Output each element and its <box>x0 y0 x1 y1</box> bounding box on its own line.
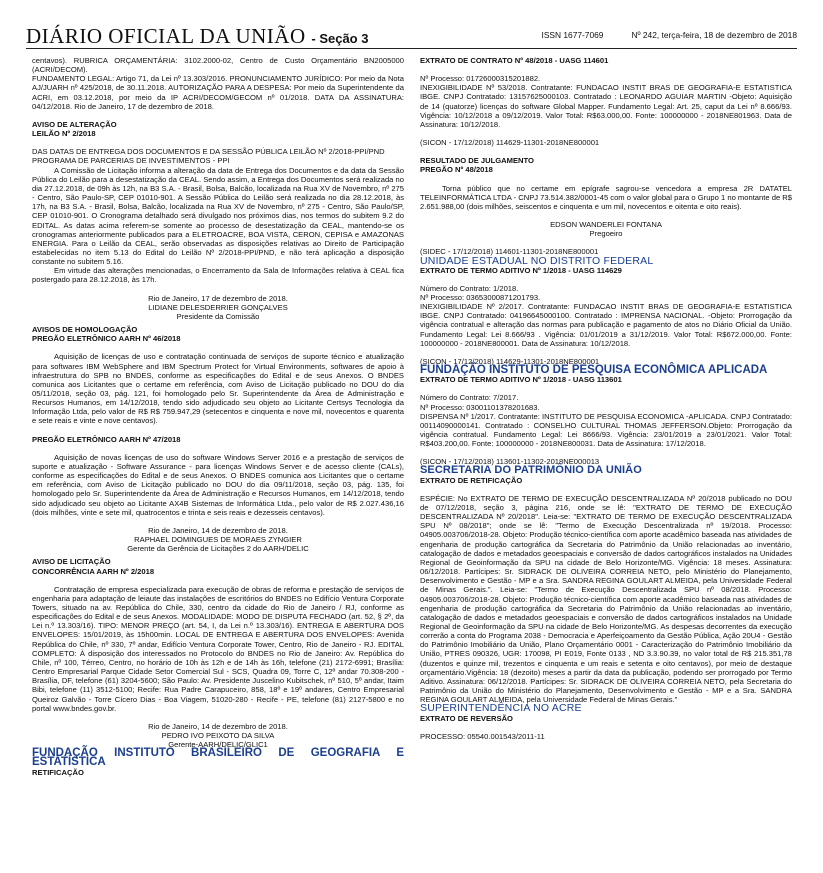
paragraph: PROCESSO: 05540.001543/2011-11 <box>420 731 545 741</box>
organization-title: SECRETARIA DO PATRIMÔNIO DA UNIÃO <box>420 464 642 477</box>
heading: AVISO DE ALTERAÇÃO <box>32 119 117 129</box>
heading: EXTRATO DE TERMO ADITIVO Nº 1/2018 - UASG 114629 <box>420 265 622 275</box>
heading: EXTRATO DE CONTRATO Nº 48/2018 - UASG 114601 <box>420 56 609 65</box>
issue-info <box>514 30 797 40</box>
paragraph: Nº Processo: 03653000871201793. <box>420 292 541 302</box>
heading: PREGÃO Nº 48/2018 <box>420 165 493 175</box>
paragraph: A Comissão de Licitação informa a alteração da data de Entrega dos Documentos e da data da Sessão Pública do Leilão para a desestatização da CEAL. Sendo assim, a Entrega dos Documentos será realizada no dia 27.12.2018, de 09h às 12h, na B3 S.A. - Brasil, Bolsa, Balcão, localizada na Rua XV de Novembro, nº 275 - Centro, São Paulo-SP, CEP 01010-901. A Sessão Pública do Leilão será realizada no dia 28.12.2018, às 17h, na B3 S.A. - Brasil, Bolsa, Balcão, localizada na Rua XV de Novembro, nº 275 - Centro, São Paulo/SP, CEP 01010-901. O Cronograma detalhado será divulgado nos próximos dias, nos termos do subitem 9.2 do EDITAL. As datas acima referem-se somente ao processo de desestatização da CEAL, mantendo-se os cronogramas anteriormente publicados para a ELETROACRE, BOA VISTA, CERON, CEPISA e AMAZONAS ENERGIA. Para o Leilão da CEAL, serão observadas as disposições relativas ao Direito de Participação estabelecidas no item 5.13 do Edital do Leilão Nº 2/2018-PPI/PND, e não terá aplicação a disposição constante no subitem 5.16. <box>32 165 404 267</box>
heading: AVISOS DE HOMOLOGAÇÃO <box>32 325 138 335</box>
heading: CONCORRÊNCIA AARH Nº 2/2018 <box>32 566 155 576</box>
heading: RESULTADO DE JULGAMENTO <box>420 156 534 166</box>
heading: EXTRATO DE RETIFICAÇÃO <box>420 475 523 485</box>
sicon-line: (SICON - 17/12/2018) 114629-11301-2018NE800001 <box>420 356 600 366</box>
signature-role: Presidente da Comissão <box>176 311 260 321</box>
paragraph: Contratação de empresa especializada para execução de obras de reforma e prestação de serviços de engenharia para adaptação de leiaute das instalações de escritórios do BNDES no Edifício Ventura Corporate Towers, situado na av. República do Chile, 330, centro da cidade do Rio de Janeiro / RJ, conforme as especificações do Edital e de seus Anexos. MODALIDADE: MODO DE DISPUTA FECHADO (art. 52, § 2º, da Lei n.º 13.303/16). TIPO: MENOR PREÇO (art. 54, I, da Lei n.º 13.303/16). ENTREGA E ABERTURA DOS ENVELOPES: 15/01/2019, às 15h00min. LOCAL DE ENTREGA E ABERTURA DOS ENVELOPES: Avenida República do Chile, nº 330, 7º andar, Edifício Ventura Corporate Tower, Centro, Rio de Janeiro - RJ. EDITAL COMPLETO: À disposição dos interessados no Protocolo do BNDES no Rio de Janeiro: Av. República do Chile, nº 100, Térreo, Centro, no horário de 10h às 12h e de 14h às 16h, telefone (21) 2172-6991; Brasília: Centro Empresarial Parque Cidade Setor Comercial Sul - SCS, Quadra 09, Torre C, 12º andar 70.308-200 - Brasília, DF, telefone (61) 3204-5600; São Paulo: Av. Presidente Juscelino Kubitschek, nº 510, 5º andar, Itaim Bibi, telefone (11) 3512-5100; Recife: Rua Padre Carapuceiro, 858, 18º e 19º andares, Centro Empresarial Queiroz Galvão - Torre Cícero Dias - Boa Viagem, 51020-280 - Recife - PE, telefone (81) 2127-5800 e no portal www.bndes.gov.br. <box>32 584 404 713</box>
heading: RETIFICAÇÃO <box>32 767 84 777</box>
page-header <box>26 18 797 52</box>
sicon-line: (SICON - 17/12/2018) 114629-11301-2018NE800001 <box>420 138 600 148</box>
signature-name: RAPHAEL DOMINGUES DE MORAES ZYNGIER <box>134 535 302 545</box>
paragraph: ESPÉCIE: No EXTRATO DE TERMO DE EXECUÇÃO DESCENTRALIZADA Nº 20/2018 publicado no DOU de 07/12/2018, seção 3, página 216, onde se lê: "EXTRATO DE TERMO DE EXECUÇÃO DESCENTRALIZADA Nº 20/2018". Leia-se: "EXTRATO DE TERMO DE EXECUÇÃO DESCENTRALIZADA SPU Nº 08/2018"; onde se lê: "Termo de Execução Descentralizada nº 19/2018. Processo: 04905.003706/2018-28. Objeto: Produção técnico-científica com aporte acadêmico baseada nas atividades de engenharia de produção cartográfica da Secretaria do Patrimônio da União relacionadas ao inventário, catalogação de dados e metadados geoespaciais e conversão de dados cartográficos instalados na Unidades Regional de Geoinformação da SPU na cidade de Belo Horizonte/MG. Vigência: 18 meses. Assinatura: 06/12/2018. Partícipes: Sr. SIDRACK DE OLIVEIRA CORREIA NETO, pelo Ministério do Planejamento, Desenvolvimento e Gestão - MP e a Sra. SANDRA REGINA GOULART ALMEIDA, pela Universidade Federal de Minas Gerais.". Leia-se: "Termo de Execução Descentralizada SPU nº 08/2018. Processo: 04905.003706/2018-28. Objeto: Produção técnico-científica com aporte acadêmico baseada nas atividades de engenharia de produção cartográfica da Secretaria do Patrimônio da União relacionadas ao inventário, catalogação de dados e metadados geoespaciais e conversão de dados cartográficos instalados na Unidade Regional de Geoinformação da SPU na cidade de Belo Horizonte/MG. As despesas decorrentes da execução correrão a conta do Programa 2038 - Democracia e Aperfeiçoamento da Gestão Pública, Ação 20U4 - Gestão do Patrimônio Imobiliário da União, Plano Orçamentário 0001 - Caracterização do Patrimônio Imobiliário da União, PTRES 090326, UGR: 170098, PI E019, Fonte 0133 , ND 3.3.90.39, no valor total de R$ 215.351,78 (duzentos e quinze mil, trezentos e cinquenta e um reais e setenta e oito centavos), por meio de destaque orçamentário.Vigência: 18 (dezoito) meses a partir da data da publicação, podendo ser prorrogado por Termo Aditivo. Assinatura: 06/12/2018. Partícipes: Sr. SIDRACK DE OLIVEIRA CORREIA NETO, pela Secretaria do Patrimônio da União do Ministério do Planejamento, Desenvolvimento e Gestão - MP e a Sra. SANDRA REGINA GOULART ALMEIDA, pela Universidade Federal de Minas Gerais." <box>420 493 792 705</box>
heading: LEILÃO Nº 2/2018 <box>32 129 96 139</box>
header-rule <box>26 48 797 49</box>
organization-title: UNIDADE ESTADUAL NO DISTRITO FEDERAL <box>420 254 654 267</box>
heading: EXTRATO DE REVERSÃO <box>420 713 513 723</box>
paragraph: Aquisição de licenças de uso e contratação continuada de serviços de suporte técnico e atualização para softwares IBM WebSphere and IBM Spectrum Protect for Virtual Environments, softwares de apoio à infraestrutura do SPB no BNDES, conforme as especificações do Edital e de seus Anexos. O BNDES comunica aos Licitantes que o certame em referência, com Aviso de Licitação publicado no DOU do dia 05/11/2018, seção 03, pág. 121, foi homologado pelo Sr. Superintendente da Área de Administração e Recursos Humanos, em 14/12/2018, tendo sido adjudicado seu objeto ao Licitante Certsys Tecnologia da Informação Ltda, pelo valor de R$ R$ 759.947,29 (setecentos e cinquenta e nove mil, novecentos e quarenta e sete reais e vinte e nove centavos). <box>32 352 404 426</box>
organization-title: FUNDAÇÃO INSTITUTO BRASILEIRO DE GEOGRAFIA E ESTATÍSTICA <box>32 747 404 769</box>
organization-title: SUPERINTENDÊNCIA NO ACRE <box>420 702 582 715</box>
sidec-line: (SIDEC - 17/12/2018) 114601-11301-2018NE800001 <box>420 247 599 257</box>
left-column <box>32 56 404 777</box>
signature-role: Gerente da Gerência de Licitações 2 do AARH/DELIC <box>127 544 309 554</box>
paragraph: centavos). RUBRICA ORÇAMENTÁRIA: 3102.2000-02, Centro de Custo Orçamentário BN2005000 (ACRI/DECOM). <box>32 56 404 75</box>
heading: PREGÃO ELETRÔNICO AARH Nº 47/2018 <box>32 434 181 444</box>
heading: EXTRATO DE TERMO ADITIVO Nº 1/2018 - UASG 113601 <box>420 375 622 385</box>
signature-name: EDSON WANDERLEI FONTANA <box>550 220 662 230</box>
right-column <box>420 56 792 741</box>
paragraph: Em virtude das alterações mencionadas, o Encerramento da Sala de Informações relativa à CEAL fica postergado para 28.12.2018, às 17h. <box>32 266 404 285</box>
paragraph: DISPENSA Nº 1/2017. Contratante: INSTITUTO DE PESQUISA ECONOMICA -APLICADA. CNPJ Contratado: 00114090000141. Contratado : CONSELHO CULTURAL THOMAS JEFFERSON.Objeto: Prorrogação da vigência contratual. Fundamento Legal: Lei 8666/93. Vigência: 23/01/2019 a 23/01/2021. Valor Total: R$403.200,00. Fonte: 100000000 - 2018NE800031. Data de Assinatura: 17/12/2018. <box>420 411 792 449</box>
section-label: - Seção 3 <box>311 31 369 46</box>
paragraph: PROGRAMA DE PARCERIAS DE INVESTIMENTOS - PPI <box>32 156 230 166</box>
masthead <box>26 24 368 49</box>
paragraph: Torna público que no certame em epígrafe sagrou-se vencedora a empresa 2R DATATEL TELEINFORMÁTICA LTDA - CNPJ 73.514.382/0001-45 com o valor global para o Grupo 1 no montante de R$ 2.651.988,00 (dois milhões, seiscentos e cinquenta e um mil, novecentos e oitenta e oito reais). <box>420 183 792 211</box>
paragraph: INEXIGIBILIDADE Nº 2/2017. Contratante: FUNDACAO INSTIT BRAS DE GEOGRAFIA-E ESTATISTICA IBGE. CNPJ Contratado: 04196645000100. Contratado : IMPRENSA NACIONAL. -Objeto: Prorrogação da vigência contratual e alteração das normas para publicação e pagamento de atos no Diário Oficial da União. Fundamento Legal: Lei 8.666/93 . Vigência: 01/01/2019 a 31/12/2019. Valor Total: R$672.000,00. Fonte: 100000000 - 2018NE800001. Data de Assinatura: 10/12/2018. <box>420 302 792 348</box>
paragraph: FUNDAMENTO LEGAL: Artigo 71, da Lei nº 13.303/2016. PRONUNCIAMENTO JURÍDICO: Por meio da Nota AJ/JUARH nº 425/2018, de 30.11.2018. AUTORIZAÇÃO PARA A DESPESA: Por meio da Superintendente da ACRI, em 03.12.2018, por meio da IP ACRI/DECOM/GECOM nº 01/2018. DATA DA ASSINATURA: 04/12/2018. Rio de Janeiro, 17 de dezembro de 2018. <box>32 74 404 111</box>
issn: ISSN 1677-7069 <box>541 30 604 40</box>
organization-title: FUNDAÇÃO INSTITUTO DE PESQUISA ECONÔMICA APLICADA <box>420 364 768 377</box>
signature-date: Rio de Janeiro, 17 de dezembro de 2018. <box>148 293 288 303</box>
sicon-line: (SICON - 17/12/2018) 113601-11302-2018NE000013 <box>420 457 600 467</box>
paragraph: Número do Contrato: 1/2018. <box>420 283 519 293</box>
paragraph: Nº Processo: 01726000315201882. <box>420 74 541 84</box>
paragraph: DAS DATAS DE ENTREGA DOS DOCUMENTOS E DA SESSÃO PÚBLICA LEILÃO Nº 2/2018-PPI/PND <box>32 147 385 157</box>
paragraph: Número do Contrato: 7/2017. <box>420 393 519 403</box>
heading: PREGÃO ELETRÔNICO AARH Nº 46/2018 <box>32 334 181 344</box>
signature-date: Rio de Janeiro, 14 de dezembro de 2018. <box>148 721 288 731</box>
signature-name: PEDRO IVO PEIXOTO DA SILVA <box>161 731 275 740</box>
masthead-title: DIÁRIO OFICIAL DA UNIÃO <box>26 24 306 48</box>
paragraph: Nº Processo: 03001101378201683. <box>420 402 540 412</box>
heading: AVISO DE LICITAÇÃO <box>32 557 111 567</box>
signature-role: Pregoeiro <box>589 229 623 239</box>
signature-role: Gerente-AARH/DELIC/GLIC1 <box>168 740 268 750</box>
paragraph: INEXIGIBILIDADE Nº 53/2018. Contratante: FUNDACAO INSTIT BRAS DE GEOGRAFIA-E ESTATISTICA IBGE. CNPJ Contratado: 13157625000103. Contratado : LEONARDO AGUIAR MARTIN -Objeto: Aquisição de 14 (quatorze) licenças do software Global Mapper. Fundamento Legal: Art. 25, caput da Lei nº 8.666/93. Vigência: 10/12/2018 a 09/12/2019. Valor Total: R$63.000,00. Fonte: 100000000 - 2018NE801963. Data de Assinatura: 10/12/2018. <box>420 83 792 129</box>
issue-date: Nº 242, terça-feira, 18 de dezembro de 2018 <box>631 30 797 40</box>
signature-name: LIDIANE DELESDERRIER GONÇALVES <box>148 302 288 312</box>
paragraph: Aquisição de novas licenças de uso do software Windows Server 2016 e a prestação de serviços de suporte e atualização - Software Assurance - para licenças Windows Server e de acesso cliente (CALs), conforme as especificações do Edital e de seus Anexos. O BNDES comunica aos Licitantes que o certame em referência, com Aviso de Licitação publicado no DOU do dia 09/11/2018, seção 03, pág. 135, foi homologado pelo Sr. Superintendente da Área de Administração e Recursos Humanos, em 14/12/2018, tendo sido adjudicado seu objeto ao Licitante AX4B Sistemas de Informática Ltda., pelo valor de R$ 2.027.436,16 (dois milhões, vinte e sete mil, quatrocentos e trinta e seis reais e dezesseis centavos). <box>32 452 404 517</box>
signature-date: Rio de Janeiro, 14 de dezembro de 2018. <box>148 525 288 535</box>
